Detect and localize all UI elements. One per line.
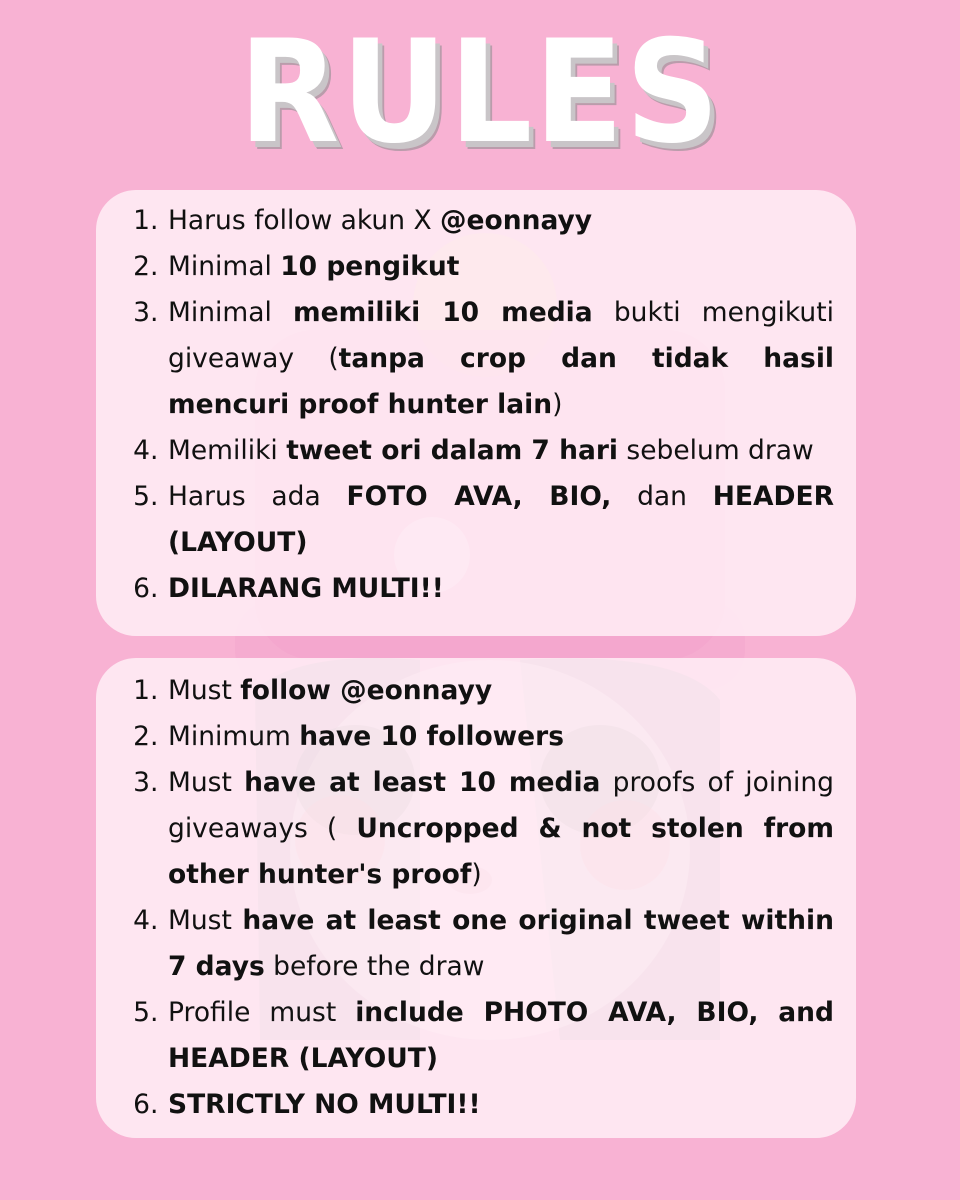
rule-text-regular: dan [611, 481, 713, 512]
rule-number-dot: . [150, 721, 159, 752]
rule-number-dot: . [150, 573, 159, 604]
rule-text [168, 290, 834, 428]
rule-number: 4 [133, 905, 150, 936]
rule-text-regular: Must [168, 767, 245, 798]
rule-text [168, 714, 834, 760]
rule-text [168, 760, 834, 898]
rule-text-regular: Must [168, 905, 243, 936]
rule-text-regular: proofs of joining giveaways ( [168, 767, 834, 844]
rule-text [168, 990, 834, 1082]
rules-card-english [96, 658, 856, 1138]
rule-number: 4 [133, 435, 150, 466]
rule-text-bold: follow @eonnayy [240, 675, 493, 706]
rule-text-regular: Minimal [168, 251, 281, 282]
rule-number: 5 [133, 481, 150, 512]
rule-text-regular: bukti mengikuti giveaway ( [168, 297, 834, 374]
rule-item [126, 760, 834, 898]
rule-text-bold: STRICTLY NO MULTI!! [168, 1089, 481, 1120]
rule-number-dot: . [150, 297, 159, 328]
rule-text-bold: @eonnayy [440, 205, 593, 236]
rule-text [168, 668, 834, 714]
rule-number-dot: . [150, 481, 159, 512]
rule-text-bold: tanpa crop dan tidak hasil mencuri proof hunter lain [168, 343, 834, 420]
rule-item [126, 244, 834, 290]
rule-number-dot: . [150, 205, 159, 236]
rule-text-regular: Minimum [168, 721, 300, 752]
rule-text-regular: ) [471, 859, 482, 890]
rule-text [168, 428, 834, 474]
rule-item [126, 990, 834, 1082]
rule-text [168, 244, 834, 290]
rule-number-dot: . [150, 997, 159, 1028]
rule-text [168, 566, 834, 612]
rule-number-dot: . [150, 767, 159, 798]
rule-text-regular: ) [552, 389, 563, 420]
rule-number-dot: . [150, 905, 159, 936]
page-title: RULES [238, 10, 722, 175]
rules-list-english [126, 668, 834, 1128]
rule-item [126, 566, 834, 612]
rule-text [168, 898, 834, 990]
rule-text-bold: include PHOTO AVA, BIO, and HEADER (LAYOUT) [168, 997, 834, 1074]
rule-text-bold: have at least one original tweet within 7 days [168, 905, 834, 982]
rule-number: 5 [133, 997, 150, 1028]
rule-number: 1 [133, 205, 150, 236]
rule-text-bold: 10 pengikut [280, 251, 460, 282]
rule-text [168, 1082, 834, 1128]
rule-text-regular: before the draw [264, 951, 485, 982]
rule-text-regular: Minimal [168, 297, 294, 328]
rule-number: 1 [133, 675, 150, 706]
rule-text-bold: have 10 followers [299, 721, 564, 752]
rule-item [126, 898, 834, 990]
rule-text-bold: have at least 10 media [244, 767, 601, 798]
rule-number-dot: . [150, 1089, 159, 1120]
rule-text-bold: HEADER (LAYOUT) [168, 481, 835, 558]
rule-text-bold: tweet ori dalam 7 hari [286, 435, 618, 466]
rule-item [126, 668, 834, 714]
rule-text [168, 198, 834, 244]
rule-text-regular: sebelum draw [618, 435, 814, 466]
rule-text-bold: Uncropped & not stolen from other hunter's proof [168, 813, 834, 890]
rule-number: 3 [133, 297, 150, 328]
rule-item [126, 198, 834, 244]
rule-number-dot: . [150, 675, 159, 706]
rule-text-regular: Harus follow akun X [168, 205, 441, 236]
rule-number-dot: . [150, 435, 159, 466]
rule-text-regular: Harus ada [168, 481, 347, 512]
rule-number: 6 [133, 1089, 150, 1120]
rule-text-regular: Memiliki [168, 435, 287, 466]
rule-item [126, 290, 834, 428]
rule-text-bold: FOTO AVA, BIO, [346, 481, 612, 512]
rule-item [126, 428, 834, 474]
rule-text-bold: memiliki 10 media [293, 297, 593, 328]
rule-number: 2 [133, 251, 150, 282]
rules-card-indonesian [96, 190, 856, 636]
rule-item [126, 474, 834, 566]
rule-number: 3 [133, 767, 150, 798]
rules-list-indonesian [126, 198, 834, 612]
rule-number: 6 [133, 573, 150, 604]
rule-text-bold: DILARANG MULTI!! [168, 573, 444, 604]
rule-text-regular: Profile must [168, 997, 356, 1028]
rule-text [168, 474, 834, 566]
rule-item [126, 714, 834, 760]
rule-number: 2 [133, 721, 150, 752]
rule-item [126, 1082, 834, 1128]
rule-text-regular: Must [168, 675, 241, 706]
rule-number-dot: . [150, 251, 159, 282]
